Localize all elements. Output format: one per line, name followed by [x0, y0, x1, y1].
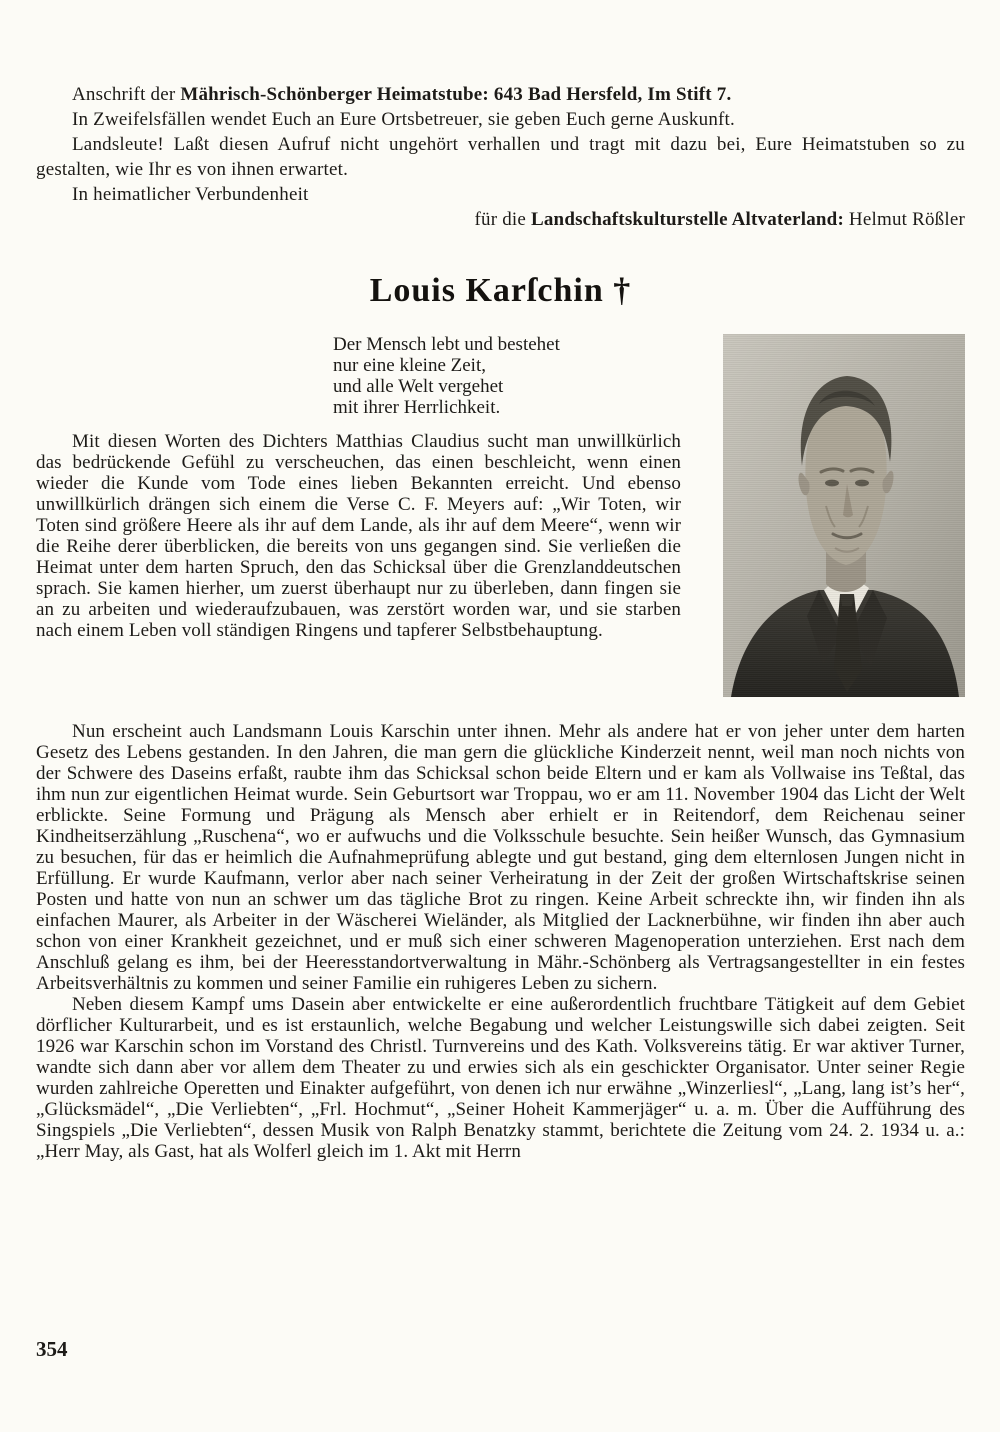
notice-line-2: In Zweifelsfällen wendet Euch an Eure Ortsbetreuer, sie geben Euch gerne Auskunft.: [72, 109, 735, 130]
notice-signature-line: [36, 207, 965, 232]
article-paragraph-1: Mit diesen Worten des Dichters Matthias Claudius sucht man unwillkürlich das bedrückende Gefühl zu verscheuchen, das einen beschleicht, wenn einen wieder die Kunde vom Tode eines lieben Bekannten erreicht. Und ebenso unwillkürlich drängen sich einem die Verse C. F. Meyers auf: „Wir Toten, wir Toten sind größere Heere als ihr auf dem Lande, als ihr auf dem Meere“, wenn wir die Reihe derer überblicken, die bereits von uns gegangen sind. Sie verließen die Heimat unter dem harten Spruch, den das Schicksal über die Grenzlanddeutschen sprach. Sie kamen hierher, um zuerst überhaupt nur zu überleben, dann fingen sie an zu arbeiten und wiederaufzubauen, was zerstört worden war, und sie starben nach einem Leben voll ständigen Ringens und tapferer Selbstbehauptung.: [36, 431, 681, 641]
poem-line-4: mit ihrer Herrlichkeit.: [333, 397, 501, 418]
poem-line-2: nur eine kleine Zeit,: [333, 355, 486, 376]
notice-line-4: In heimatlicher Verbundenheit: [72, 184, 309, 205]
article-title: Louis Karſchin †: [369, 272, 632, 309]
article-paragraph-3: Neben diesem Kampf ums Dasein aber entwickelte er eine außerordentlich fruchtbare Tätigkeit auf dem Gebiet dörflicher Kulturarbeit, und es ist erstaunlich, welche Begabung und welcher Leistungswille sich dabei zeigten. Seit 1926 war Karschin schon im Vorstand des Christl. Turnvereins und des Kath. Volksvereins tätig. Er war aktiver Turner, wandte sich dann aber vor allem dem Theater zu und erwies sich als ein geschickter Organisator. Unter seiner Regie wurden zahlreiche Operetten und Einakter aufgeführt, von denen ich nur erwähne „Winzerliesl“, „Lang, lang ist’s her“, „Glücksmädel“, „Die Verliebten“, „Frl. Hochmut“, „Seiner Hoheit Kammerjäger“ u. a. m. Über die Aufführung des Singspiels „Die Verliebten“, dessen Musik von Ralph Benatzky stammt, berichtete die Zeitung vom 24. 2. 1934 u. a.: „Herr May, als Gast, hat als Wolferl gleich im 1. Akt mit Herrn: [36, 994, 965, 1162]
article-paragraph-2: Nun erscheint auch Landsmann Louis Karschin unter ihnen. Mehr als andere hat er von jeher unter dem harten Gesetz des Lebens gestanden. In den Jahren, die man gern die glückliche Kinderzeit nennt, weil man noch nichts von der Schwere des Daseins erfaßt, raubte ihm das Schicksal schon beide Eltern und er kam als Vollwaise ins Teßtal, das ihm nun zur eigentlichen Heimat wurde. Sein Geburtsort war Troppau, wo er am 11. November 1904 das Licht der Welt erblickte. Seine Formung und Prägung als Mensch aber erhielt er in Reitendorf, dem Reichenau seiner Kindheitserzählung „Ruschena“, wo er aufwuchs und die Volksschule besuchte. Sein heißer Wunsch, das Gymnasium zu besuchen, für das er heimlich die Aufnahmeprüfung ablegte und gut bestand, ging dem elternlosen Jungen nicht in Erfüllung. Er wurde Kaufmann, verlor aber nach seiner Verheiratung in der Zeit der großen Wirtschaftskrise seinen Posten und hatte von nun an schwer um das tägliche Brot zu ringen. Keine Arbeit schreckte ihn, wir finden ihn als einfachen Maurer, als Arbeiter in der Wäscherei Wieländer, als Mitglied der Lacknerbühne, wir finden ihn aber auch schon von einer Krankheit gezeichnet, und er muß sich einer schweren Magenoperation unterziehen. Erst nach dem Anschluß gelang es ihm, bei der Heeresstandortverwaltung in Mähr.-Schönberg als Vertragsangestellter in ein festes Arbeitsverhältnis zu kommen und seiner Familie ein ruhigeres Leben zu sichern.: [36, 721, 965, 994]
portrait-illustration: [723, 334, 965, 697]
poem-line-3: und alle Welt vergehet: [333, 376, 504, 397]
poem-line-1: Der Mensch lebt und bestehet: [333, 334, 560, 355]
portrait-photo: [723, 334, 965, 697]
signature-name: Helmut Rößler: [843, 209, 965, 230]
notice-address-line: [36, 82, 965, 107]
article-lead-section: [36, 334, 965, 721]
notice-address-pre: Anschrift der: [72, 84, 181, 105]
signature-pre: für die: [474, 209, 531, 230]
notice-block: [36, 82, 965, 232]
notice-line-3: Landsleute! Laßt diesen Aufruf nicht ungehört verhallen und tragt mit dazu bei, Eure Heimatstuben so zu gestalten, wie Ihr es von ihnen erwartet.: [36, 134, 965, 180]
page-number: 354: [36, 1337, 68, 1361]
notice-address-bold: Mährisch-Schönberger Heimatstube: 643 Bad Hersfeld, Im Stift 7.: [180, 84, 732, 105]
signature-organization-bold: Landschaftskulturstelle Altvaterland:: [530, 209, 844, 230]
